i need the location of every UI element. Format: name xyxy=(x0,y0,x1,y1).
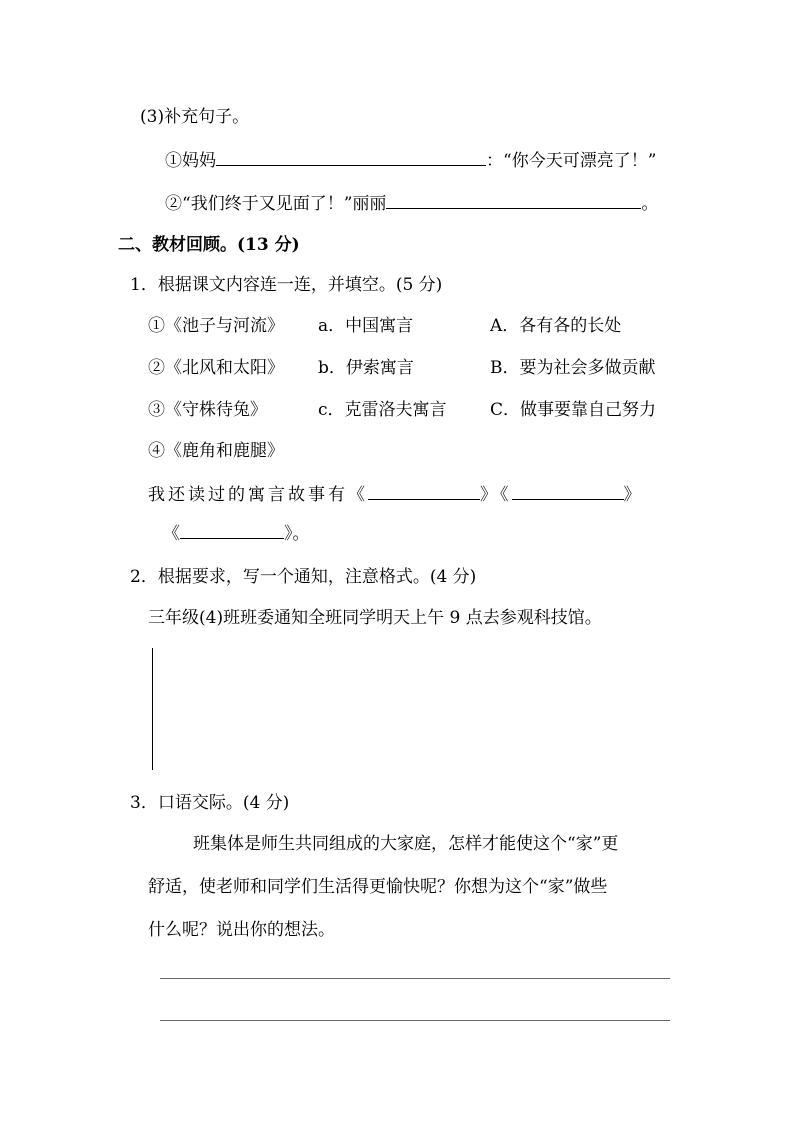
question-3-paragraph-line-2: 舒适，使老师和同学们生活得更愉快呢？你想为这个“家”做些 xyxy=(148,877,608,897)
question-1-title: 1．根据课文内容连一连，并填空。(5 分) xyxy=(130,275,443,295)
fill-prefix: 我还读过的寓言故事有 xyxy=(148,485,348,505)
section-heading: 二、教材回顾。(13 分) xyxy=(118,235,300,255)
open-quote: 《 xyxy=(348,485,368,505)
writing-area-border xyxy=(152,648,153,770)
end-mark: 。 xyxy=(292,524,310,544)
text-title-2: ②《北风和太阳》 xyxy=(148,358,284,378)
answer-blank[interactable] xyxy=(180,522,284,539)
text-title-1: ①《池子与河流》 xyxy=(148,316,284,336)
moral-option-a: A．各有各的长处 xyxy=(490,316,622,336)
answer-line-1[interactable] xyxy=(160,978,670,979)
close-quote: 》 xyxy=(623,485,644,505)
question-3-paragraph-line-3: 什么呢？说出你的想法。 xyxy=(148,920,335,940)
answer-blank[interactable] xyxy=(386,192,641,209)
sentence-item-1-prefix: ①妈妈 xyxy=(165,151,216,171)
question-3-paragraph-line-1: 班集体是师生共同组成的大家庭，怎样才能使这个“家”更 xyxy=(193,834,619,854)
question-2-prompt: 三年级(4)班班委通知全班同学明天上午 9 点去参观科技馆。 xyxy=(148,608,602,628)
open-quote: 《 xyxy=(163,524,180,544)
answer-blank[interactable] xyxy=(368,483,480,500)
close-quote: 》 xyxy=(480,485,500,505)
origin-option-a: a．中国寓言 xyxy=(318,316,414,336)
answer-blank[interactable] xyxy=(512,483,624,500)
fill-in-line-2 xyxy=(163,522,310,545)
answer-line-2[interactable] xyxy=(160,1020,670,1021)
close-quote: 》 xyxy=(284,524,293,544)
sentence-item-1-suffix: ：“你今天可漂亮了！” xyxy=(486,151,657,171)
fill-in-line-1 xyxy=(148,483,644,506)
sentence-item-1 xyxy=(165,149,656,172)
sentence-item-2 xyxy=(165,192,658,215)
origin-option-c: c．克雷洛夫寓言 xyxy=(318,400,447,420)
open-quote: 《 xyxy=(500,485,512,505)
answer-blank[interactable] xyxy=(216,149,486,166)
text-title-3: ③《守株待兔》 xyxy=(148,400,267,420)
question-2-title: 2．根据要求，写一个通知，注意格式。(4 分) xyxy=(130,567,477,587)
sentence-item-2-suffix: 。 xyxy=(641,194,659,214)
sub-question-label: (3)补充句子。 xyxy=(140,107,250,127)
question-3-title: 3．口语交际。(4 分) xyxy=(130,793,290,813)
moral-option-c: C．做事要靠自己努力 xyxy=(490,400,657,420)
moral-option-b: B．要为社会多做贡献 xyxy=(490,358,656,378)
sentence-item-2-prefix: ②“我们终于又见面了！”丽丽 xyxy=(165,194,387,214)
origin-option-b: b．伊索寓言 xyxy=(318,358,414,378)
text-title-4: ④《鹿角和鹿腿》 xyxy=(148,441,284,461)
